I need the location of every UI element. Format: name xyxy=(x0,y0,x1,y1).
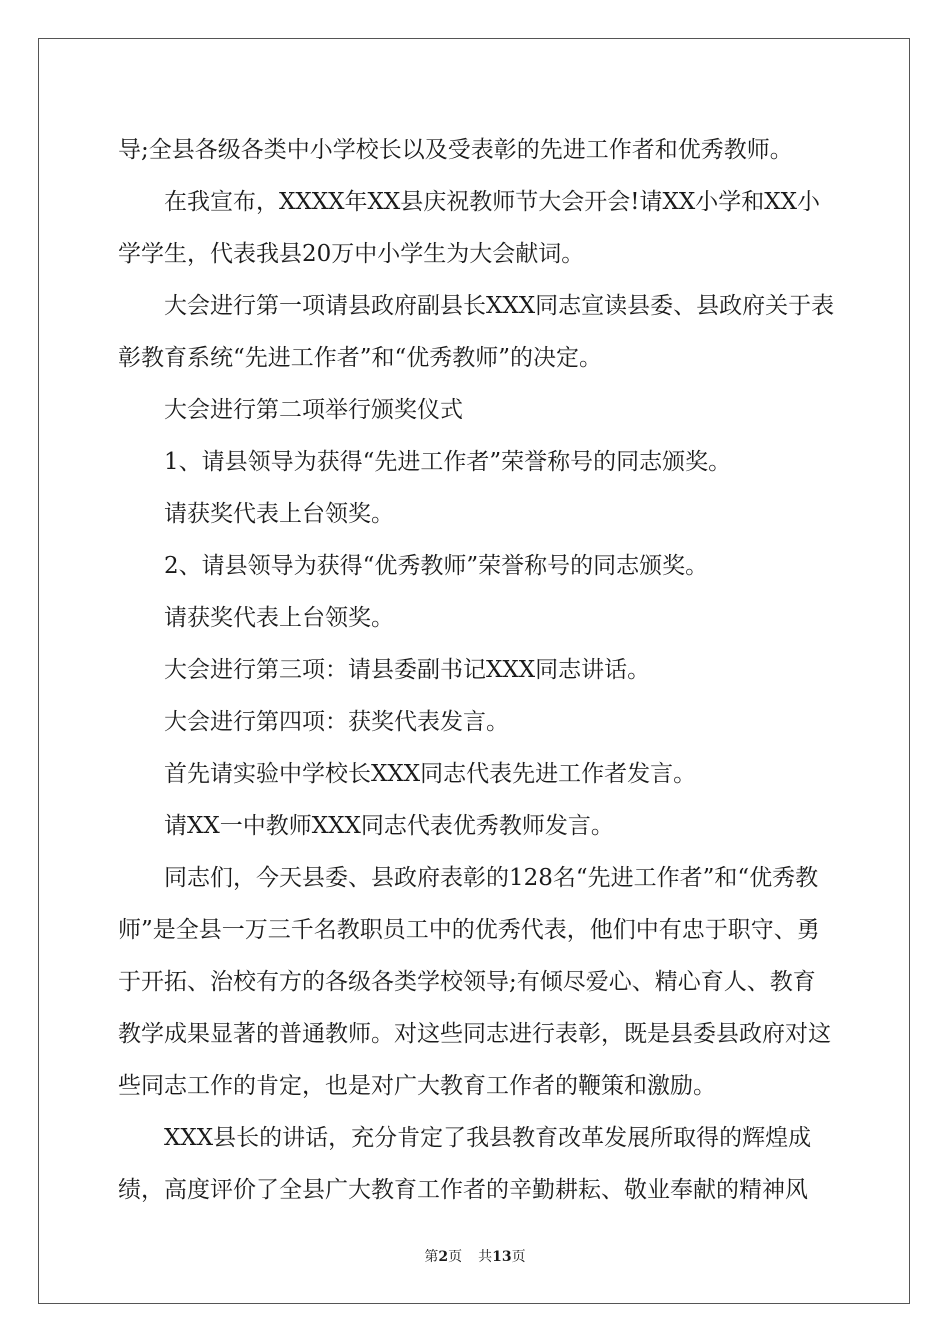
page-number: 2 xyxy=(438,1249,449,1265)
paragraph-closing: XXX县长的讲话，充分肯定了我县教育改革发展所取得的辉煌成绩，高度评价了全县广大教育工作者的辛勤耕耘、敬业奉献的精神风 xyxy=(118,1125,812,1203)
paragraph-item-three: 大会进行第三项：请县委副书记XXX同志讲话。 xyxy=(164,657,651,683)
paragraph-item-one: 大会进行第一项请县政府副县长XXX同志宣读县委、县政府关于表彰教育系统“先进工作者”和“优秀教师”的决定。 xyxy=(118,293,835,371)
paragraph-award-one: 1、请县领导为获得“先进工作者”荣誉称号的同志颁奖。 xyxy=(164,449,732,475)
paragraph-receive-award-two: 请获奖代表上台领奖。 xyxy=(164,605,394,631)
document-body xyxy=(118,124,838,1216)
paragraph-summary: 同志们，今天县委、县政府表彰的128名“先进工作者”和“优秀教师”是全县一万三千名教职员工中的优秀代表，他们中有忠于职守、勇于开拓、治校有方的各级各类学校领导;有倾尽爱心、精心育人、教育教学成果显著的普通教师。对这些同志进行表彰，既是县委县政府对这些同志工作的肯定，也是对广大教育工作者的鞭策和激励。 xyxy=(118,865,831,1099)
paragraph-continued: 导;全县各级各类中小学校长以及受表彰的先进工作者和优秀教师。 xyxy=(118,137,793,163)
page-suffix: 页 xyxy=(448,1249,463,1265)
paragraph-speech-two: 请XX一中教师XXX同志代表优秀教师发言。 xyxy=(164,813,614,839)
total-pages: 13 xyxy=(492,1249,512,1265)
paragraph-speech-one: 首先请实验中学校长XXX同志代表先进工作者发言。 xyxy=(164,761,697,787)
paragraph-item-four: 大会进行第四项：获奖代表发言。 xyxy=(164,709,509,735)
paragraph-item-two: 大会进行第二项举行颁奖仪式 xyxy=(164,397,463,423)
paragraph-receive-award-one: 请获奖代表上台领奖。 xyxy=(164,501,394,527)
page-prefix: 第 xyxy=(424,1249,439,1265)
page-footer xyxy=(0,1246,950,1266)
total-prefix: 共 xyxy=(478,1249,493,1265)
paragraph-award-two: 2、请县领导为获得“优秀教师”荣誉称号的同志颁奖。 xyxy=(164,553,709,579)
paragraph-opening-announcement: 在我宣布，XXXX年XX县庆祝教师节大会开会!请XX小学和XX小学学生，代表我县20万中小学生为大会献词。 xyxy=(118,189,820,267)
total-suffix: 页 xyxy=(511,1249,526,1265)
